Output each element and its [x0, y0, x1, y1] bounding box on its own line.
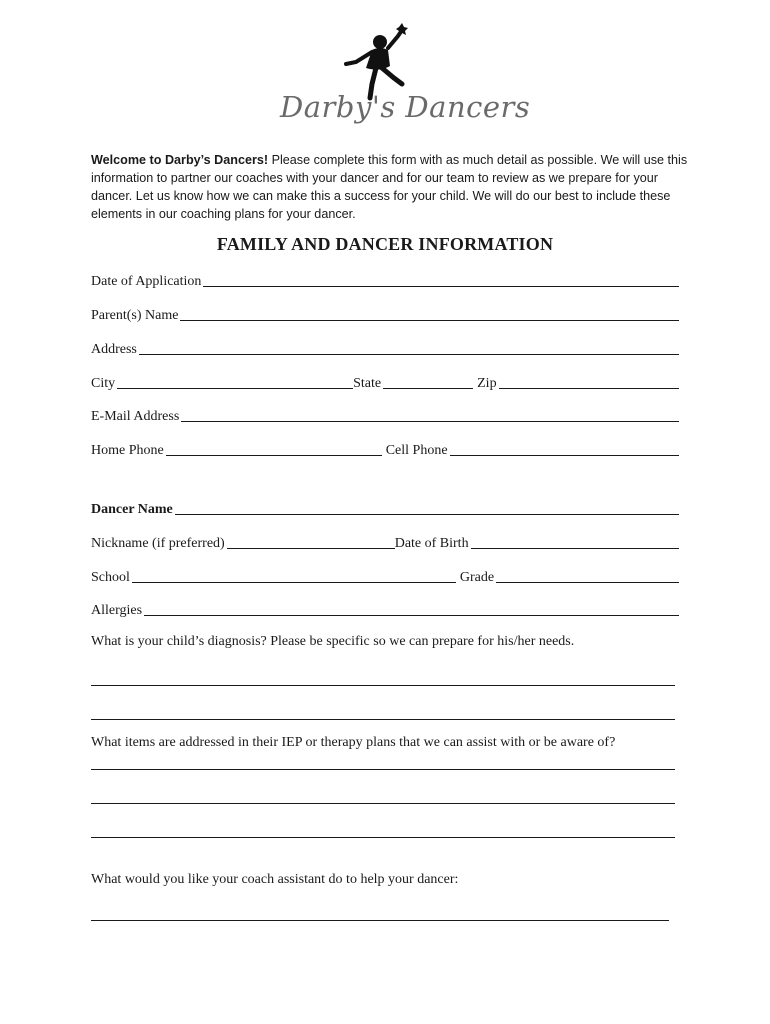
date-of-application-label: Date of Application: [91, 274, 202, 289]
date-of-birth-field[interactable]: [471, 532, 679, 549]
iep-answer-line-2[interactable]: [91, 785, 675, 804]
email-row: [91, 405, 679, 425]
dancer-name-label: Dancer Name: [91, 502, 173, 517]
state-label: State: [353, 376, 382, 391]
allergies-field[interactable]: [144, 599, 679, 616]
intro-bold: Welcome to Darby’s Dancers!: [91, 153, 269, 167]
iep-question: What items are addressed in their IEP or therapy plans that we can assist with or be aware of?: [91, 735, 616, 750]
dancer-name-field[interactable]: [175, 498, 679, 515]
nickname-dob-row: [91, 532, 679, 552]
cell-phone-label: Cell Phone: [385, 443, 448, 458]
diagnosis-answer-line-2[interactable]: [91, 701, 675, 720]
intro-text: Please complete this form with as much detail as possible. We will use this information to partner our coaches with your dancer and for our team to review as we prepare for your dancer. Let us know how we can make this a success for your child. We will do our best to include these elements in our coaching plans for your dancer.: [91, 153, 688, 221]
city-label: City: [91, 376, 116, 391]
parents-name-row: [91, 304, 679, 324]
parents-name-field[interactable]: [180, 304, 679, 321]
address-label: Address: [91, 342, 137, 357]
coach-question: What would you like your coach assistant do to help your dancer:: [91, 872, 459, 887]
email-label: E-Mail Address: [91, 409, 180, 424]
city-state-zip-row: [91, 372, 679, 392]
grade-field[interactable]: [496, 566, 679, 583]
school-field[interactable]: [132, 566, 456, 583]
allergies-label: Allergies: [91, 603, 143, 618]
iep-answer-line-3[interactable]: [91, 819, 675, 838]
intro-paragraph: [91, 151, 691, 223]
address-row: [91, 338, 679, 358]
address-field[interactable]: [139, 338, 679, 355]
diagnosis-answer-line-1[interactable]: [91, 667, 675, 686]
logo-text: Darby's Dancers: [280, 90, 531, 124]
nickname-label: Nickname (if preferred): [91, 536, 225, 551]
coach-answer-line[interactable]: [91, 902, 669, 921]
nickname-field[interactable]: [227, 532, 395, 549]
city-field[interactable]: [117, 372, 353, 389]
home-phone-label: Home Phone: [91, 443, 164, 458]
date-of-application-field[interactable]: [203, 270, 679, 287]
section-heading: FAMILY AND DANCER INFORMATION: [216, 234, 554, 254]
darbys-dancers-logo: [280, 22, 531, 134]
zip-field[interactable]: [499, 372, 679, 389]
cell-phone-field[interactable]: [450, 439, 679, 456]
school-label: School: [91, 570, 130, 585]
zip-label: Zip: [477, 376, 497, 391]
phone-row: [91, 439, 679, 459]
email-field[interactable]: [181, 405, 679, 422]
dancer-name-row: [91, 498, 679, 518]
home-phone-field[interactable]: [166, 439, 382, 456]
allergies-row: [91, 599, 679, 619]
grade-label: Grade: [459, 570, 495, 585]
iep-answer-line-1[interactable]: [91, 751, 675, 770]
school-grade-row: [91, 566, 679, 586]
parents-name-label: Parent(s) Name: [91, 308, 179, 323]
diagnosis-question: What is your child’s diagnosis? Please be specific so we can prepare for his/her needs.: [91, 634, 575, 649]
state-field[interactable]: [383, 372, 473, 389]
date-of-birth-label: Date of Birth: [394, 536, 469, 551]
date-of-application-row: [91, 270, 679, 290]
